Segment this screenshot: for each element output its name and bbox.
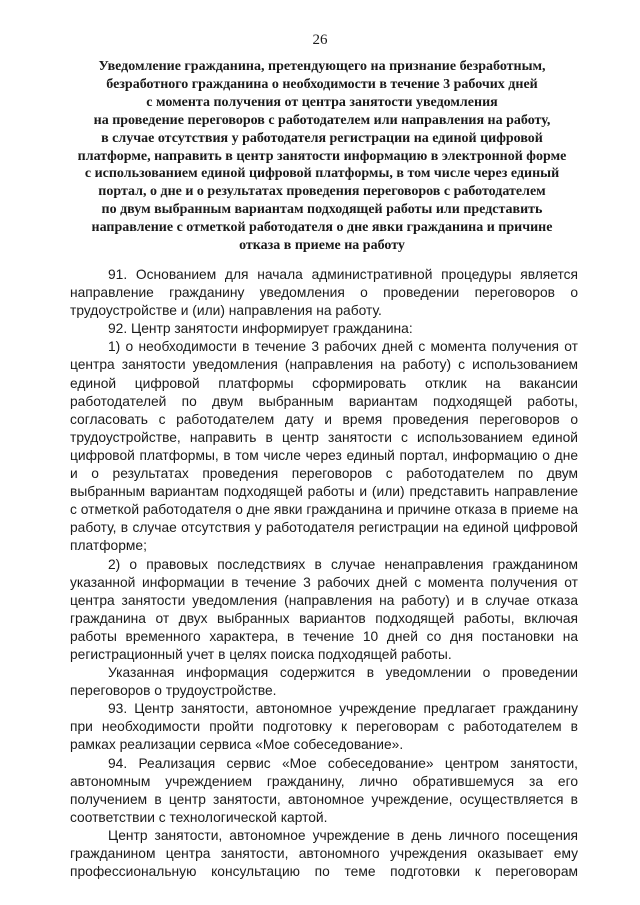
paragraph-consultation: Центр занятости, автономное учреждение в день личного посещения гражданином центра занятости, автономного учреждения оказывает ему профессиональную консультацию по теме подготовки к переговорам — [70, 827, 578, 880]
heading-line: по двум выбранным вариантам подходящей работы или представить — [101, 202, 543, 218]
heading-line: платформе, направить в центр занятости информацию в электронной форме — [77, 148, 567, 164]
heading-line: направление с отметкой работодателя о дне явки гражданина и причине — [91, 220, 553, 236]
section-heading — [66, 58, 578, 255]
heading-line: с использованием единой цифровой платформы, в том числе через единый — [84, 166, 560, 182]
heading-line: в случае отсутствия у работодателя регистрации на единой цифровой — [101, 130, 543, 146]
body-text — [70, 266, 578, 881]
heading-line: безработного гражданина о необходимости в течение 3 рабочих дней — [106, 76, 538, 92]
heading-line: на проведение переговоров с работодателем или направления на работу, — [93, 112, 551, 128]
paragraph-92: 92. Центр занятости информирует гражданина: — [108, 321, 413, 337]
heading-line: Уведомление гражданина, претендующего на признание безработным, — [98, 59, 546, 74]
paragraph-92-item-1: 1) о необходимости в течение 3 рабочих дней с момента получения от центра занятости уведомления (направления на работу) с использованием единой цифровой платформы сформировать отклик на вакансии работодателей по двум выбранным вариантам подходящей работы, согласовать с работодателем дату и время проведения переговоров о трудоустройстве, направить в центр занятости с использованием единой цифровой платформы, в том числе через единый портал, информацию о дне и о результатах проведения переговоров с работодателем по двум выбранным вариантам подходящей работы и (или) представить направление с отметкой работодателя о дне явки гражданина и причине отказа в приеме на работу, в случае отсутствия у работодателя регистрации на единой цифровой платформе; — [70, 339, 578, 554]
paragraph-92-item-2: 2) о правовых последствиях в случае ненаправления гражданином указанной информации в течение 3 рабочих дней с момента получения от центра занятости уведомления (направления на работу) и в случае отказа гражданина от двух выбранных вариантов подходящей работы, включая работы временного характера, в течение 10 дней со дня постановки на регистрационный учет в целях поиска подходящей работы. — [70, 556, 578, 662]
paragraph-94: 94. Реализация сервис «Мое собеседование» центром занятости, автономным учреждением гражданину, лично обратившемуся за его получением в центр занятости, автономное учреждение, осуществляется в соответствии с технологической картой. — [70, 755, 578, 825]
paragraph-91: 91. Основанием для начала административной процедуры является направление гражданину уведомления о проведении переговоров о трудоустройстве и (или) направления на работу. — [70, 267, 578, 319]
heading-line: отказа в приеме на работу — [239, 238, 405, 254]
heading-line: с момента получения от центра занятости уведомления — [146, 94, 498, 110]
heading-line: портал, о дне и о результатах проведения переговоров с работодателем — [98, 184, 546, 200]
paragraph-info-note: Указанная информация содержится в уведомлении о проведении переговоров о трудоустройстве. — [70, 665, 578, 699]
page-number: 26 — [312, 32, 328, 48]
paragraph-93: 93. Центр занятости, автономное учреждение предлагает гражданину при необходимости пройти подготовку к переговорам с работодателем в рамках реализации сервиса «Мое собеседование». — [70, 701, 578, 753]
